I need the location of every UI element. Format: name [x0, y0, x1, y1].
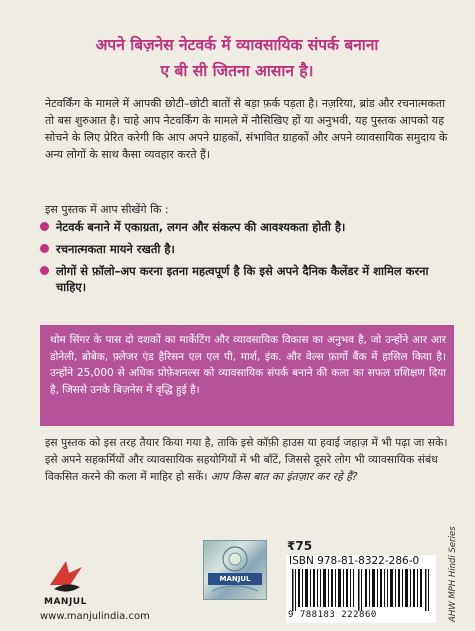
- publisher-name: MANJUL: [44, 597, 87, 607]
- headline: [22, 32, 452, 84]
- publisher-logo: [40, 555, 150, 621]
- learning-point-text: रचनात्मकता मायने रखती है।: [56, 242, 175, 256]
- learning-point-text: नेटवर्क बनाने में एकाग्रता, लगन और संकल्प की आवश्यकता होती है।: [56, 220, 346, 234]
- publisher-website: www.manjulindia.com: [40, 611, 150, 622]
- learn-heading: इस पुस्तक में आप सीखेंगे कि :: [45, 203, 169, 216]
- headline-line-1: अपने बिज़नेस नेटवर्क में व्यावसायिक संपर्क बनाना: [95, 36, 379, 54]
- seal-label: MANJUL: [208, 573, 262, 585]
- learning-point: [40, 263, 460, 295]
- author-bio-text: थोम सिंगर के पास दो दशकों का मार्केटिंग और व्यावसायिक विकास का अनुभव है, जो उन्होंने आर आर डोनेली, ब्रोबेक, फ़्लेजर एंड हैरिसन एल एल पी, मार्श, इंक. और वेल्स फ़ार्गो बैंक में हासिल किया है। उन्होंने 25,000 से अधिक प्रोफ़ेशनल्स को व्यावसायिक संपर्क बनाने की कला का सफल प्रशिक्षण दिया है, जिससे उनके बिज़नेस में वृद्धि हुई है।: [50, 334, 446, 396]
- manjul-bird-icon: [46, 555, 86, 599]
- series-label: AHW MPH Hindi Series: [448, 526, 458, 622]
- bullet-dot-icon: [40, 244, 49, 253]
- headline-line-2: ए बी सी जितना आसान है।: [160, 62, 314, 80]
- closing-paragraph: [45, 434, 450, 485]
- learning-point: [40, 241, 460, 257]
- learning-point-text: लोगों से फ़ॉलो–अप करना इतना महत्वपूर्ण है कि इसे अपने दैनिक कैलेंडर में शामिल करना चाहिए।: [56, 264, 429, 294]
- barcode-icon: [290, 569, 432, 611]
- intro-paragraph: नेटवर्किंग के मामले में आपकी छोटी–छोटी बातों से बड़ा फ़र्क पड़ता है। नज़रिया, ब्रांड और रचनात्मकता तो बस शुरुआत है। चाहे आप नेटवर्किंग के मामले में नौसिखिए हों या अनुभवी, यह पुस्तक आपको यह सोचने के लिए प्रेरित करेगी कि आप अपने ग्राहकों, संभावित ग्राहकों और अपने व्यावसायिक समुदाय के अन्य लोगों के साथ कैसा व्यवहार करते हैं।: [45, 97, 448, 161]
- isbn-text: ISBN 978-81-8322-286-0: [289, 555, 420, 567]
- learning-points-list: [40, 219, 460, 301]
- isbn-barcode: [286, 555, 436, 623]
- closing-text: इस पुस्तक को इस तरह तैयार किया गया है, ताकि इसे कॉफ़ी हाउस या हवाई जहाज़ में भी पढ़ा जा सके। इसे अपने सहकर्मियों और व्यावसायिक सहयोगियों में भी बाँटें, जिससे दूसरे लोग भी व्यावसायिक संबंध विकसित करने की कला में माहिर हो सकें।: [45, 436, 448, 483]
- learning-point: [40, 219, 460, 235]
- closing-question: आप किस बात का इंतज़ार कर रहे हैं?: [210, 470, 358, 483]
- author-bio-box: [40, 325, 454, 426]
- hologram-seal: [203, 540, 267, 600]
- hologram-pattern-icon: [204, 541, 266, 599]
- price-label: ₹75: [287, 539, 313, 553]
- barcode-number: 9 788183 222860: [288, 610, 377, 620]
- bullet-dot-icon: [40, 266, 49, 275]
- bullet-dot-icon: [40, 222, 49, 231]
